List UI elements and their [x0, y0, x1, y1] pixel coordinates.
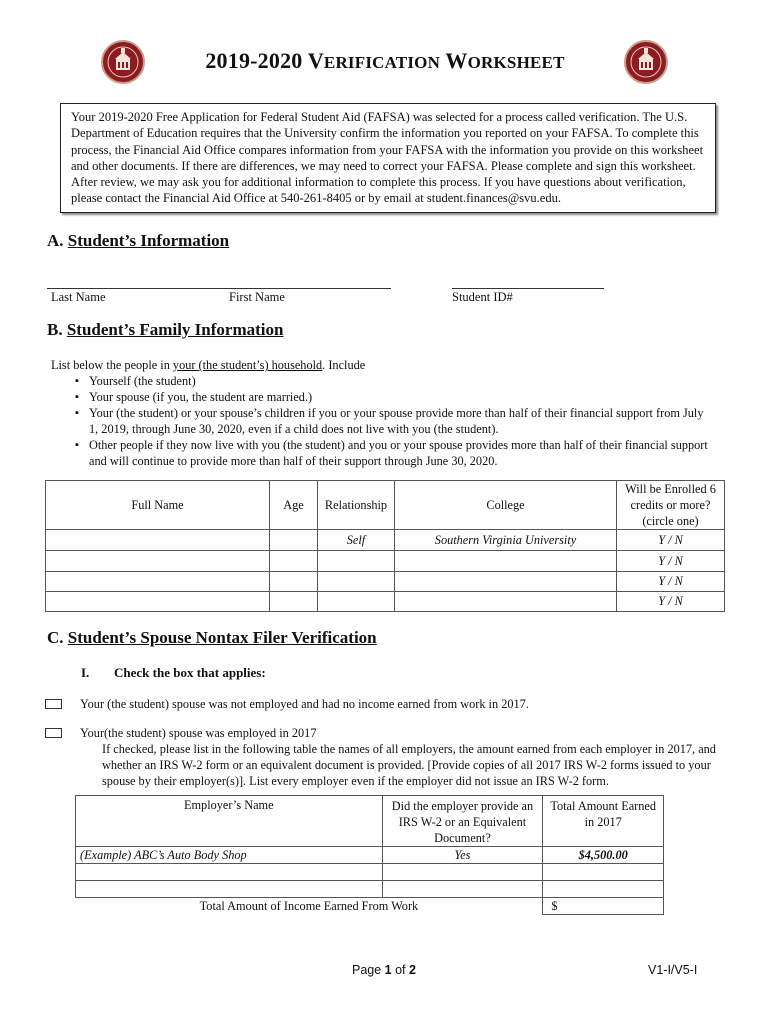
- table-cell: $4,500.00: [543, 847, 664, 864]
- list-item: ▪ Yourself (the student): [71, 373, 711, 389]
- last-name-label: Last Name: [51, 290, 106, 304]
- table-cell[interactable]: Y / N: [617, 572, 725, 592]
- version-code: V1-I/V5-I: [648, 963, 698, 977]
- not-employed-checkbox[interactable]: [45, 699, 62, 709]
- column-header: Relationship: [318, 481, 395, 530]
- table-cell[interactable]: [76, 864, 383, 881]
- employed-label: Your(the student) spouse was employed in 2017: [80, 726, 317, 740]
- university-seal-left-icon: [101, 40, 145, 84]
- intro-text-box: [60, 103, 716, 213]
- section-a-heading: A. Student’s Information: [47, 231, 230, 250]
- table-cell[interactable]: Y / N: [617, 530, 725, 551]
- table-cell: Yes: [382, 847, 543, 864]
- page-number: Page 1 of 2: [352, 963, 416, 977]
- column-header: Full Name: [46, 481, 270, 530]
- table-cell[interactable]: [543, 864, 664, 881]
- list-item: ▪ Your spouse (if you, the student are married.): [71, 389, 711, 405]
- table-cell[interactable]: Self: [318, 530, 395, 551]
- list-item: ▪ Your (the student) or your spouse’s children if you or your spouse provide more than half of their financial support from July 1, 2019, through June 30, 2020, even if a child does not live with you (the student).: [71, 405, 711, 437]
- table-cell[interactable]: [46, 572, 270, 592]
- table-cell[interactable]: [318, 551, 395, 572]
- column-header: Total Amount Earned in 2017: [543, 796, 664, 847]
- table-cell[interactable]: [46, 592, 270, 612]
- table-cell[interactable]: [382, 881, 543, 898]
- family-table: [45, 480, 725, 612]
- table-row: [76, 847, 664, 864]
- table-cell[interactable]: [270, 551, 318, 572]
- table-row: [46, 572, 725, 592]
- table-cell: (Example) ABC’s Auto Body Shop: [76, 847, 383, 864]
- table-cell[interactable]: [395, 572, 617, 592]
- list-item: ▪ Other people if they now live with you (the student) and you or your spouse provides more than half of their financial support and will continue to provide more than half of their support through June 30, 2020.: [71, 437, 711, 469]
- table-cell[interactable]: [318, 592, 395, 612]
- total-label: Total Amount of Income Earned From Work: [76, 898, 543, 915]
- table-row: [76, 864, 664, 881]
- column-header: Did the employer provide an IRS W-2 or an Equivalent Document?: [382, 796, 543, 847]
- table-row: [46, 592, 725, 612]
- table-row: [46, 530, 725, 551]
- column-header: Will be Enrolled 6 credits or more? (circle one): [617, 481, 725, 530]
- table-cell[interactable]: [382, 864, 543, 881]
- table-row: [46, 551, 725, 572]
- table-cell[interactable]: [395, 551, 617, 572]
- employer-table: [75, 795, 664, 915]
- table-cell[interactable]: [270, 592, 318, 612]
- section-c-heading: C. Student’s Spouse Nontax Filer Verification: [47, 628, 377, 647]
- student-id-line[interactable]: [452, 288, 604, 289]
- table-cell[interactable]: [318, 572, 395, 592]
- table-cell[interactable]: [46, 551, 270, 572]
- table-cell[interactable]: [395, 592, 617, 612]
- employed-checkbox[interactable]: [45, 728, 62, 738]
- column-header: College: [395, 481, 617, 530]
- household-instructions: List below the people in your (the student’s) household. Include ▪ Yourself (the student) ▪ Your spouse (if you, the student are married.) ▪ Your (the student) or your spouse’s children if you or your spouse provide more than half of their financial support from July 1, 2019, through June 30, 2020, even if a child does not live with you (the student). ▪ Other people if they now live with you (the student) and you or your spouse provides more than half of their financial support and will continue to provide more than half of their support through June 30, 2020.: [51, 357, 711, 469]
- total-row: [76, 898, 664, 915]
- student-id-label: Student ID#: [452, 290, 513, 304]
- table-cell[interactable]: [270, 530, 318, 551]
- section-b-heading: B. Student’s Family Information: [47, 320, 284, 339]
- subsection-number: I.: [81, 665, 90, 680]
- university-seal-right-icon: [624, 40, 668, 84]
- table-row: [76, 881, 664, 898]
- table-cell[interactable]: Southern Virginia University: [395, 530, 617, 551]
- column-header: Employer’s Name: [76, 796, 383, 847]
- not-employed-label: Your (the student) spouse was not employed and had no income earned from work in 2017.: [80, 697, 529, 711]
- first-name-label: First Name: [229, 290, 285, 304]
- table-cell[interactable]: [46, 530, 270, 551]
- name-line[interactable]: [47, 288, 391, 289]
- subsection-title: Check the box that applies:: [114, 665, 266, 680]
- table-cell[interactable]: Y / N: [617, 551, 725, 572]
- table-cell[interactable]: [543, 881, 664, 898]
- intro-text: Your 2019-2020 Free Application for Federal Student Aid (FAFSA) was selected for a process called verification. The U.S. Department of Education requires that the University confirm the information you reported on your FAFSA. To complete this process, the Financial Aid Office compares information from your FAFSA with the information you provide on this worksheet and other documents. If there are differences, we may need to correct your FAFSA. Please complete and sign this worksheet. After review, we may ask you for additional information to complete this process. If you have questions about verification, please contact the Financial Aid Office at 540-261-8405 or by email at student.finances@svu.edu.: [71, 110, 704, 206]
- table-cell[interactable]: [270, 572, 318, 592]
- table-cell[interactable]: Y / N: [617, 592, 725, 612]
- total-value[interactable]: $: [543, 898, 664, 915]
- column-header: Age: [270, 481, 318, 530]
- employed-instructions: If checked, please list in the following table the names of all employers, the amount earned from each employer in 2017, and whether an IRS W-2 form or an equivalent document is provided. [Provide copies of all 2017 IRS W-2 forms issued to your spouse by their employer(s)]. List every employer even if the employer did not issue an IRS W-2 form.: [102, 742, 716, 788]
- table-cell[interactable]: [76, 881, 383, 898]
- page-title: 2019-2020 VERIFICATION WORKSHEET: [205, 48, 565, 73]
